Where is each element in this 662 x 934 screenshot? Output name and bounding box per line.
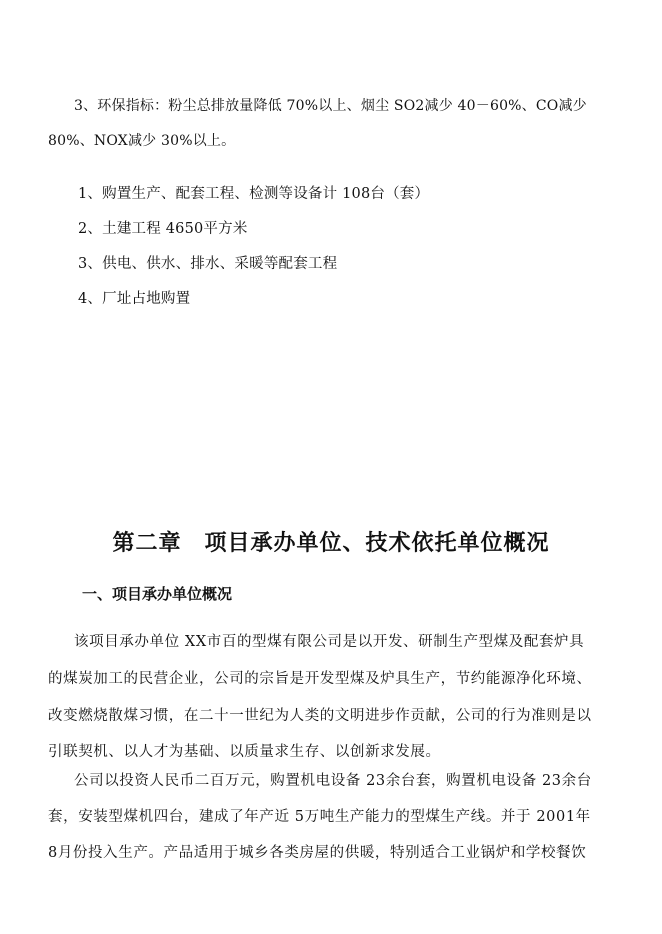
paragraph-line: 8月份投入生产。产品适用于城乡各类房屋的供暖，特别适合工业锅炉和学校餐饮 — [48, 845, 587, 861]
list-item: 2、土建工程 4650平方米 — [78, 221, 248, 237]
paragraph-line: 套，安装型煤机四台，建成了年产近 5万吨生产能力的型煤生产线。并于 2001年 — [48, 809, 591, 825]
list-item: 1、购置生产、配套工程、检测等设备计 108台（套） — [78, 186, 430, 202]
list-item: 3、供电、供水、排水、采暖等配套工程 — [78, 256, 338, 272]
paragraph-line: 该项目承办单位 XX市百的型煤有限公司是以开发、研制生产型煤及配套炉具 — [74, 634, 585, 650]
chapter-title: 第二章 项目承办单位、技术依托单位概况 — [112, 530, 550, 556]
paragraph-line: 的煤炭加工的民营企业，公司的宗旨是开发型煤及炉具生产，节约能源净化环境、 — [48, 671, 592, 687]
paragraph-line: 公司以投资人民币二百万元，购置机电设备 23余台套，购置机电设备 23余台 — [74, 773, 592, 789]
paragraph-line: 引联契机、以人才为基础、以质量求生存、以创新求发展。 — [48, 744, 441, 760]
section-title: 一、项目承办单位概况 — [82, 585, 233, 603]
list-item: 4、厂址占地购置 — [78, 291, 191, 307]
env-indicator-line-2: 80%、NOX减少 30%以上。 — [48, 133, 236, 149]
paragraph-line: 改变燃烧散煤习惯，在二十一世纪为人类的文明进步作贡献，公司的行为准则是以 — [48, 708, 592, 724]
env-indicator-line-1: 3、环保指标：粉尘总排放量降低 70%以上、烟尘 SO2减少 40－60%、CO减少 — [74, 98, 587, 114]
